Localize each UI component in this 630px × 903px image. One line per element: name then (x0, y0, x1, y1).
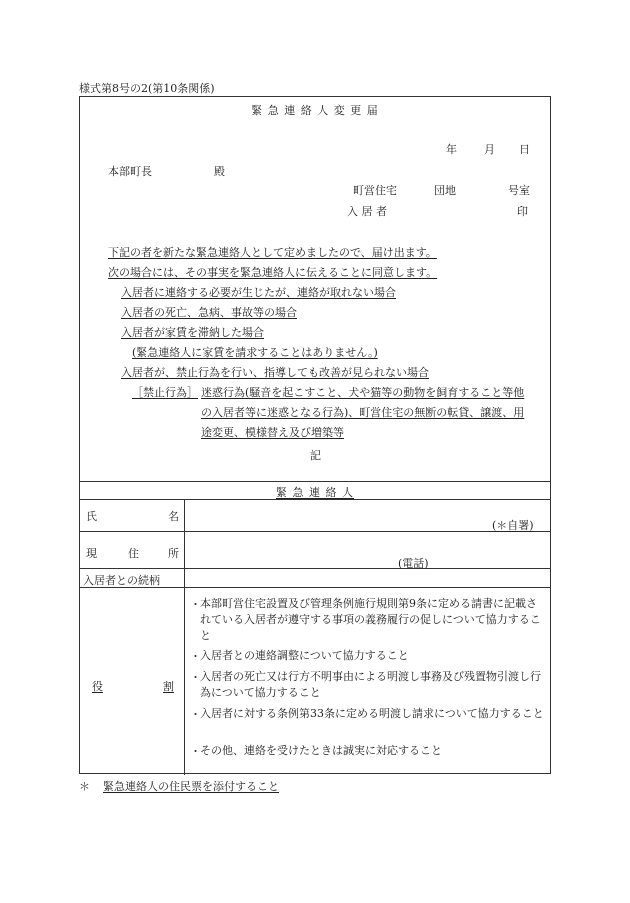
divider-name (80, 531, 550, 532)
form-number: 様式第8号の2(第10条関係) (79, 82, 215, 95)
role-item (190, 596, 546, 644)
section-title: 緊 急 連 絡 人 (276, 486, 354, 499)
prohibited-line-3: 途変更、模様替え及び増築等 (201, 426, 344, 439)
role-item (190, 648, 546, 664)
address-label-1: 現 (86, 547, 97, 560)
footnote-mark: ＊ (79, 780, 90, 793)
date-year: 年 (446, 143, 457, 156)
address-label-3: 所 (168, 547, 179, 560)
role-item (190, 669, 546, 701)
addressee-name: 本部町長 (108, 165, 152, 178)
role-item-text: 入居者に対する条例第33条に定める明渡し請求について協力すること (200, 707, 544, 720)
case-2: 入居者の死亡、急病、事故等の場合 (121, 306, 297, 319)
addressee-honorific: 殿 (214, 165, 225, 178)
resident-label: 入 居 者 (347, 205, 387, 218)
form-frame (79, 96, 551, 774)
case-4: 入居者が、禁止行為を行い、指導しても改善が見られない場合 (121, 366, 429, 379)
address-label-2: 住 (128, 547, 139, 560)
footnote-text: 緊急連絡人の住民票を添付すること (103, 780, 279, 793)
room-label: 号室 (508, 184, 530, 197)
prohibited-label: ［禁止行為］ (132, 386, 198, 399)
body-line-2: 次の場合には、その事実を緊急連絡人に伝えることに同意します。 (108, 266, 438, 279)
prohibited-line-1: 迷惑行為(騒音を起こすこと、犬や猫等の動物を飼育すること等他 (201, 386, 525, 399)
role-label-2: 割 (163, 680, 174, 693)
relation-label: 入居者との続柄 (83, 574, 160, 587)
divider-address (80, 568, 550, 569)
prohibited-line-2: の入居者等に迷惑となる行為)、町営住宅の無断の転貸、譲渡、用 (201, 406, 525, 419)
body-line-1: 下記の者を新たな緊急連絡人として定めましたので、届け出ます。 (108, 246, 437, 259)
bullet-icon: ・ (190, 598, 201, 611)
name-label-1: 氏 (86, 510, 97, 523)
bullet-icon: ・ (190, 708, 201, 721)
housing-label: 町営住宅 (353, 184, 397, 197)
divider-top (80, 481, 550, 482)
form-title: 緊 急 連 絡 人 変 更 届 (251, 104, 379, 117)
role-item-text: 入居者の死亡又は行方不明事由による明渡し事務及び残置物引渡し行為について協力すること (200, 670, 541, 699)
case-1: 入居者に連絡する必要が生じたが、連絡が取れない場合 (121, 286, 396, 299)
estate-label: 団地 (434, 184, 456, 197)
name-label-2: 名 (168, 510, 179, 523)
self-sign-note: (＊自署) (492, 519, 534, 532)
case-3-note: (緊急連絡人に家賃を請求することはありません。) (132, 346, 378, 359)
role-item (190, 743, 546, 759)
role-item-text: 入居者との連絡調整について協力すること (200, 649, 409, 662)
phone-label: (電話) (398, 557, 429, 570)
role-item (190, 706, 546, 722)
bullet-icon: ・ (190, 650, 201, 663)
seal-label: 印 (517, 205, 528, 218)
bullet-icon: ・ (190, 745, 201, 758)
ki-mark: 記 (310, 449, 321, 462)
bullet-icon: ・ (190, 671, 201, 684)
role-item-text: 本部町営住宅設置及び管理条例施行規則第9条に定める請書に記載されている入居者が遵守する事項の義務履行の促しについて協力すること (200, 597, 541, 642)
column-divider (184, 499, 185, 775)
role-label-1: 役 (92, 680, 103, 693)
role-item-text: その他、連絡を受けたときは誠実に対応すること (200, 744, 442, 757)
case-3: 入居者が家賃を滞納した場合 (121, 326, 264, 339)
date-day: 日 (519, 143, 530, 156)
date-month: 月 (484, 143, 495, 156)
